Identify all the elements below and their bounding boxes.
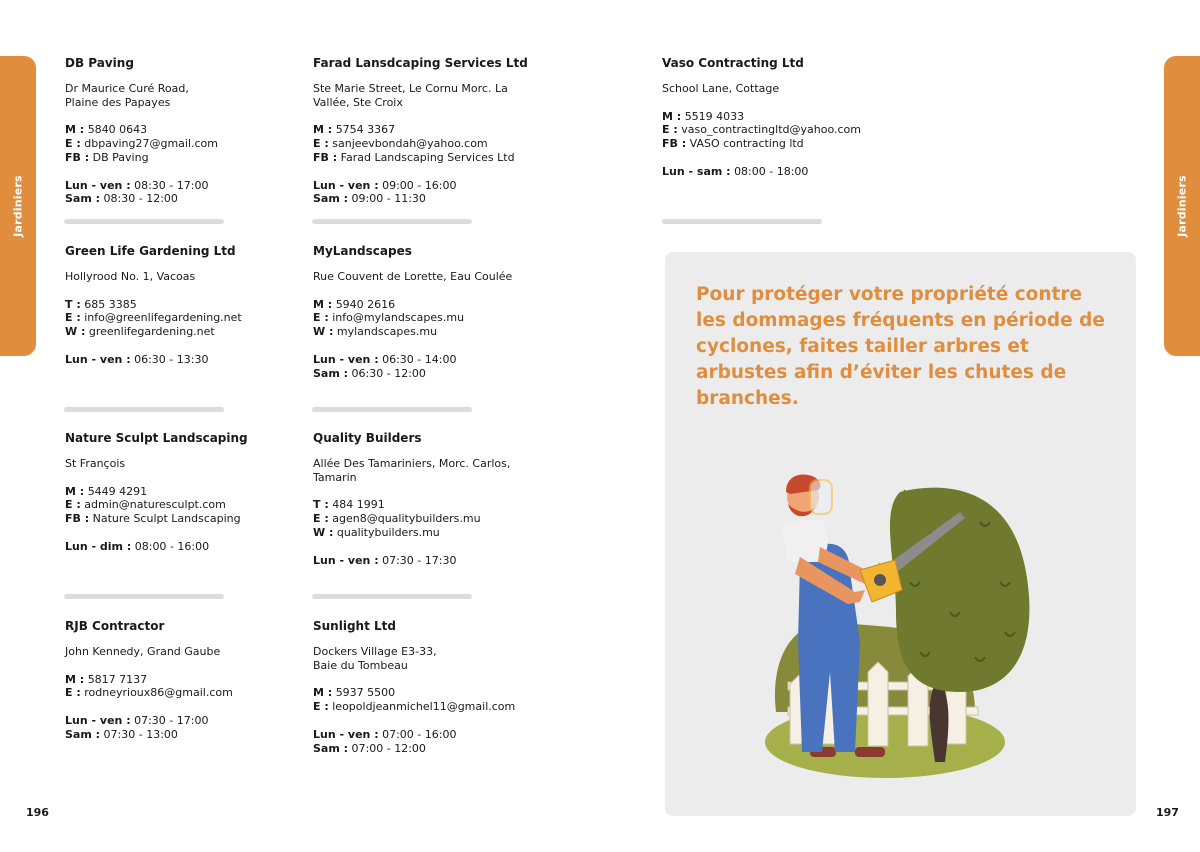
contact-label: E : [313, 137, 329, 151]
hours-row [313, 353, 533, 367]
hours-row [313, 742, 533, 756]
hours-row [313, 192, 533, 206]
hours-label: Sam : [65, 727, 101, 741]
contact-value: 5937 5500 [335, 686, 396, 700]
business-address: Dr Maurice Curé Road, Plaine des Papayes [65, 82, 189, 109]
contact-label: T : [313, 498, 329, 512]
contact-link[interactable]: rodneyrioux86@gmail.com [84, 686, 233, 700]
entry-divider [662, 219, 822, 224]
business-address: John Kennedy, Grand Gaube [65, 645, 221, 658]
contact-link[interactable]: dbpaving27@gmail.com [84, 137, 218, 151]
contact-label: FB : [313, 150, 338, 164]
hours-value: 07:00 - 16:00 [382, 727, 457, 741]
business-entry [313, 56, 533, 206]
contact-value: 5817 7137 [87, 672, 148, 686]
contact-label: M : [313, 123, 333, 137]
contact-label: FB : [65, 150, 90, 164]
hours-row [65, 353, 285, 367]
hours-label: Lun - sam : [662, 164, 731, 178]
hours-value: 07:30 - 13:00 [103, 727, 178, 741]
business-address: Rue Couvent de Lorette, Eau Coulée [313, 270, 513, 283]
hours-label: Lun - ven : [313, 553, 379, 567]
contact-row [313, 137, 533, 151]
business-name: Nature Sculpt Landscaping [65, 431, 248, 445]
contact-list [662, 110, 882, 151]
contact-link[interactable]: leopoldjeanmichel11@gmail.com [332, 700, 516, 714]
contact-label: E : [65, 498, 81, 512]
hours-value: 08:00 - 16:00 [134, 539, 210, 553]
hours-row [65, 192, 285, 206]
hours-row [662, 165, 882, 179]
contact-row [313, 311, 533, 325]
contact-label: M : [662, 109, 682, 123]
contact-list [65, 673, 285, 700]
contact-label: E : [65, 311, 81, 325]
business-name: Vaso Contracting Ltd [662, 56, 804, 70]
section-tab-label: Jardiniers [1175, 175, 1189, 237]
contact-label: M : [65, 123, 85, 137]
contact-list [65, 298, 285, 339]
contact-row [65, 151, 285, 165]
section-tab-left [0, 56, 36, 356]
contact-link[interactable]: info@mylandscapes.mu [332, 311, 465, 325]
hours-label: Lun - ven : [65, 714, 131, 728]
contact-value: DB Paving [92, 150, 149, 164]
contact-row [313, 123, 533, 137]
section-tab-right [1164, 56, 1200, 356]
opening-hours [65, 714, 285, 741]
business-name: Sunlight Ltd [313, 619, 396, 633]
contact-label: W : [313, 525, 334, 539]
contact-value: Nature Sculpt Landscaping [92, 512, 241, 526]
hours-row [313, 728, 533, 742]
contact-link[interactable]: sanjeevbondah@yahoo.com [332, 137, 488, 151]
contact-value: 5449 4291 [87, 484, 148, 498]
section-tab-label: Jardiniers [11, 175, 25, 237]
business-name: RJB Contractor [65, 619, 165, 633]
contact-row [65, 123, 285, 137]
contact-row [65, 325, 285, 339]
hours-label: Lun - ven : [313, 727, 379, 741]
business-address: Hollyrood No. 1, Vacoas [65, 270, 196, 283]
entry-divider [64, 407, 224, 412]
opening-hours [313, 353, 533, 380]
hours-row [313, 554, 533, 568]
contact-row [313, 526, 533, 540]
business-entry [65, 619, 285, 742]
hours-label: Sam : [313, 192, 349, 206]
hours-label: Lun - ven : [65, 352, 131, 366]
contact-link[interactable]: agen8@qualitybuilders.mu [332, 512, 481, 526]
hours-row [313, 179, 533, 193]
contact-label: E : [313, 700, 329, 714]
contact-link[interactable]: greenlifegardening.net [88, 325, 215, 339]
hours-value: 08:00 - 18:00 [734, 164, 809, 178]
business-name: DB Paving [65, 56, 134, 70]
contact-label: M : [313, 297, 333, 311]
contact-link[interactable]: admin@naturesculpt.com [84, 498, 226, 512]
contact-link[interactable]: info@greenlifegardening.net [84, 311, 242, 325]
hours-row [65, 179, 285, 193]
contact-row [313, 498, 533, 512]
business-name: Farad Lansdcaping Services Ltd [313, 56, 528, 70]
opening-hours [313, 179, 533, 206]
contact-row [65, 485, 285, 499]
contact-label: T : [65, 297, 81, 311]
contact-list [313, 123, 533, 164]
hours-label: Sam : [65, 192, 101, 206]
contact-link[interactable]: qualitybuilders.mu [336, 525, 440, 539]
contact-label: E : [662, 123, 678, 137]
entry-divider [312, 594, 472, 599]
gardener-trimming-hedge-illustration [760, 462, 1040, 782]
contact-value: 685 3385 [84, 297, 137, 311]
contact-row [662, 137, 882, 151]
contact-label: FB : [65, 512, 90, 526]
contact-row [65, 311, 285, 325]
business-address: Ste Marie Street, Le Cornu Morc. La Vallée, Ste Croix [313, 82, 508, 109]
business-name: MyLandscapes [313, 244, 412, 258]
hours-value: 09:00 - 16:00 [382, 178, 457, 192]
opening-hours [65, 353, 285, 367]
business-address: Dockers Village E3-33, Baie du Tombeau [313, 645, 437, 672]
business-entry [65, 431, 285, 554]
contact-value: 5519 4033 [684, 109, 745, 123]
business-address: School Lane, Cottage [662, 82, 780, 95]
business-address: St François [65, 457, 126, 470]
contact-value: 484 1991 [332, 498, 385, 512]
business-entry [313, 431, 533, 567]
contact-label: FB : [662, 137, 687, 151]
contact-list [65, 123, 285, 164]
page-number-left: 196 [26, 806, 49, 819]
contact-row [313, 151, 533, 165]
contact-row [65, 673, 285, 687]
business-entry [65, 244, 285, 367]
hours-value: 08:30 - 12:00 [103, 192, 178, 206]
hours-value: 07:30 - 17:30 [382, 553, 457, 567]
hours-value: 06:30 - 13:30 [134, 352, 209, 366]
contact-label: E : [65, 686, 81, 700]
contact-row [313, 512, 533, 526]
contact-label: M : [65, 484, 85, 498]
contact-list [313, 686, 533, 713]
contact-row [313, 686, 533, 700]
hours-value: 07:30 - 17:00 [134, 714, 209, 728]
contact-row [65, 686, 285, 700]
hours-value: 06:30 - 12:00 [351, 366, 426, 380]
contact-label: W : [313, 325, 334, 339]
contact-row [313, 700, 533, 714]
hours-label: Lun - ven : [313, 352, 379, 366]
hours-label: Lun - ven : [65, 178, 131, 192]
contact-value: VASO contracting ltd [689, 137, 804, 151]
business-entry [313, 619, 533, 755]
hours-label: Lun - dim : [65, 539, 132, 553]
business-entry [662, 56, 882, 179]
contact-row [313, 325, 533, 339]
page-number-right: 197 [1156, 806, 1179, 819]
contact-label: E : [313, 311, 329, 325]
hours-value: 06:30 - 14:00 [382, 352, 457, 366]
business-entry [65, 56, 285, 206]
opening-hours [65, 179, 285, 206]
contact-value: Farad Landscaping Services Ltd [340, 150, 515, 164]
contact-row [662, 123, 882, 137]
contact-value: 5754 3367 [335, 123, 396, 137]
business-name: Quality Builders [313, 431, 422, 445]
contact-row [65, 512, 285, 526]
hours-row [65, 714, 285, 728]
opening-hours [65, 540, 285, 554]
contact-label: M : [313, 686, 333, 700]
hours-value: 07:00 - 12:00 [351, 741, 426, 755]
contact-link[interactable]: mylandscapes.mu [336, 325, 438, 339]
hours-value: 09:00 - 11:30 [351, 192, 426, 206]
contact-label: E : [313, 512, 329, 526]
contact-row [65, 298, 285, 312]
contact-value: 5840 0643 [87, 123, 148, 137]
business-address: Allée Des Tamariniers, Morc. Carlos, Tamarin [313, 457, 511, 484]
hours-row [313, 367, 533, 381]
business-name: Green Life Gardening Ltd [65, 244, 236, 258]
opening-hours [313, 554, 533, 568]
hours-value: 08:30 - 17:00 [134, 178, 209, 192]
entry-divider [64, 594, 224, 599]
entry-divider [312, 407, 472, 412]
contact-row [65, 137, 285, 151]
contact-row [313, 298, 533, 312]
hours-row [65, 728, 285, 742]
contact-label: W : [65, 325, 86, 339]
entry-divider [312, 219, 472, 224]
hours-label: Lun - ven : [313, 178, 379, 192]
hours-row [65, 540, 285, 554]
contact-label: M : [65, 672, 85, 686]
contact-list [313, 298, 533, 339]
contact-list [65, 485, 285, 526]
entry-divider [64, 219, 224, 224]
contact-list [313, 498, 533, 539]
contact-row [65, 498, 285, 512]
opening-hours [662, 165, 882, 179]
contact-value: 5940 2616 [335, 297, 396, 311]
opening-hours [313, 728, 533, 755]
business-entry [313, 244, 533, 380]
hours-label: Sam : [313, 366, 349, 380]
contact-link[interactable]: vaso_contractingltd@yahoo.com [681, 123, 861, 137]
contact-label: E : [65, 137, 81, 151]
tip-callout-text: Pour protéger votre propriété contre les dommages fréquents en période de cyclones, faites tailler arbres et arbustes afin d’éviter les chutes de branches. [696, 284, 1105, 409]
hours-label: Sam : [313, 741, 349, 755]
contact-row [662, 110, 882, 124]
